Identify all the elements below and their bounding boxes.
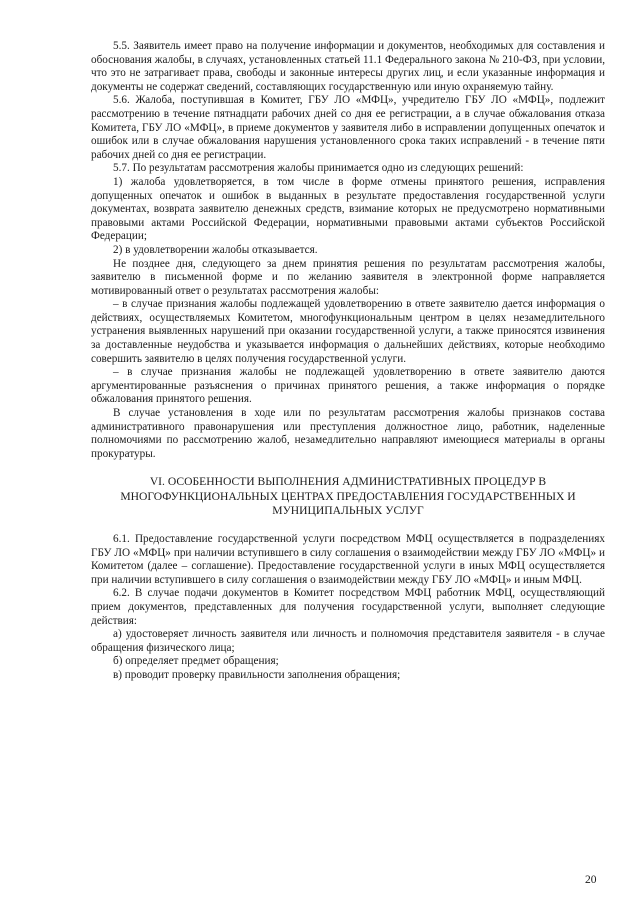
document-page [91, 40, 605, 683]
paragraph-6-2: 6.2. В случае подачи документов в Комитет посредством МФЦ работник МФЦ, осуществляющий прием документов, представленных для получения государственной услуги, выполняет следующие действия: [91, 587, 605, 627]
section-heading: VI. ОСОБЕННОСТИ ВЫПОЛНЕНИЯ АДМИНИСТРАТИВНЫХ ПРОЦЕДУР В МНОГОФУНКЦИОНАЛЬНЫХ ЦЕНТРАХ ПРЕДОСТАВЛЕНИЯ ГОСУДАРСТВЕННЫХ И МУНИЦИПАЛЬНЫХ УСЛУГ [120, 475, 576, 517]
prosecutor-paragraph: В случае установления в ходе или по результатам рассмотрения жалобы признаков состава административного правонарушения или преступления должностное лицо, работник, наделенные полномочиями по рассмотрению жалоб, незамедлительно направляют имеющиеся материалы в органы прокуратуры. [91, 407, 605, 460]
paragraph-5-6: 5.6. Жалоба, поступившая в Комитет, ГБУ ЛО «МФЦ», учредителю ГБУ ЛО «МФЦ», подлежит рассмотрению в течение пятнадцати рабочих дней со дня ее регистрации, а в случае обжалования отказа Комитета, ГБУ ЛО «МФЦ», в приеме документов у заявителя либо в исправлении допущенных опечаток и ошибок или в случае обжалования нарушения установленного срока таких исправлений - в течение пяти рабочих дней со дня ее регистрации. [91, 94, 605, 161]
paragraph-5-5: 5.5. Заявитель имеет право на получение информации и документов, необходимых для составления и обоснования жалобы, в случаях, установленных статьей 11.1 Федерального закона № 210-ФЗ, при условии, что это не затрагивает права, свободы и законные интересы других лиц, и если указанные информация и документы не содержат сведений, составляющих государственную или иную охраняемую тайну. [91, 40, 605, 93]
response-item-satisfied: – в случае признания жалобы подлежащей удовлетворению в ответе заявителю дается информация о действиях, осуществляемых Комитетом, многофункциональным центром в целях незамедлительного устранения выявленных нарушений при оказании государственной услуги, а также приносятся извинения за доставленные неудобства и указывается информация о дальнейших действиях, которые необходимо совершить заявителю в целях получения государственной услуги. [91, 298, 605, 365]
action-item-b: б) определяет предмет обращения; [113, 655, 279, 668]
response-item-rejected: – в случае признания жалобы не подлежащей удовлетворению в ответе заявителю даются аргументированные разъяснения о причинах принятого решения, а также информация о порядке обжалования принятого решения. [91, 366, 605, 406]
decision-item-1: 1) жалоба удовлетворяется, в том числе в форме отмены принятого решения, исправления допущенных опечаток и ошибок в выданных в результате предоставления государственной услуги документах, возврата заявителю денежных средств, взимание которых не предусмотрено нормативными правовыми актами Российской Федерации, нормативными правовыми актами субъектов Российской Федерации; [91, 175, 605, 243]
paragraph-6-1: 6.1. Предоставление государственной услуги посредством МФЦ осуществляется в подразделениях ГБУ ЛО «МФЦ» при наличии вступившего в силу соглашения о взаимодействии между ГБУ ЛО «МФЦ» и Комитетом (далее – соглашение). Предоставление государственной услуги в иных МФЦ осуществляется при наличии вступившего в силу соглашения о взаимодействии между ГБУ ЛО «МФЦ» и иным МФЦ. [91, 533, 605, 586]
page-number: 20 [585, 874, 597, 886]
action-item-c: в) проводит проверку правильности заполнения обращения; [113, 668, 401, 681]
response-deadline-paragraph: Не позднее дня, следующего за днем принятия решения по результатам рассмотрения жалобы, заявителю в письменной форме и по желанию заявителя в электронной форме направляется мотивированный ответ о результатах рассмотрения жалобы: [91, 257, 605, 297]
decision-item-2: 2) в удовлетворении жалобы отказывается. [113, 243, 318, 256]
paragraph-5-7: 5.7. По результатам рассмотрения жалобы принимается одно из следующих решений: [113, 162, 524, 175]
action-item-a: а) удостоверяет личность заявителя или личность и полномочия представителя заявителя - в случае обращения физического лица; [91, 628, 605, 654]
